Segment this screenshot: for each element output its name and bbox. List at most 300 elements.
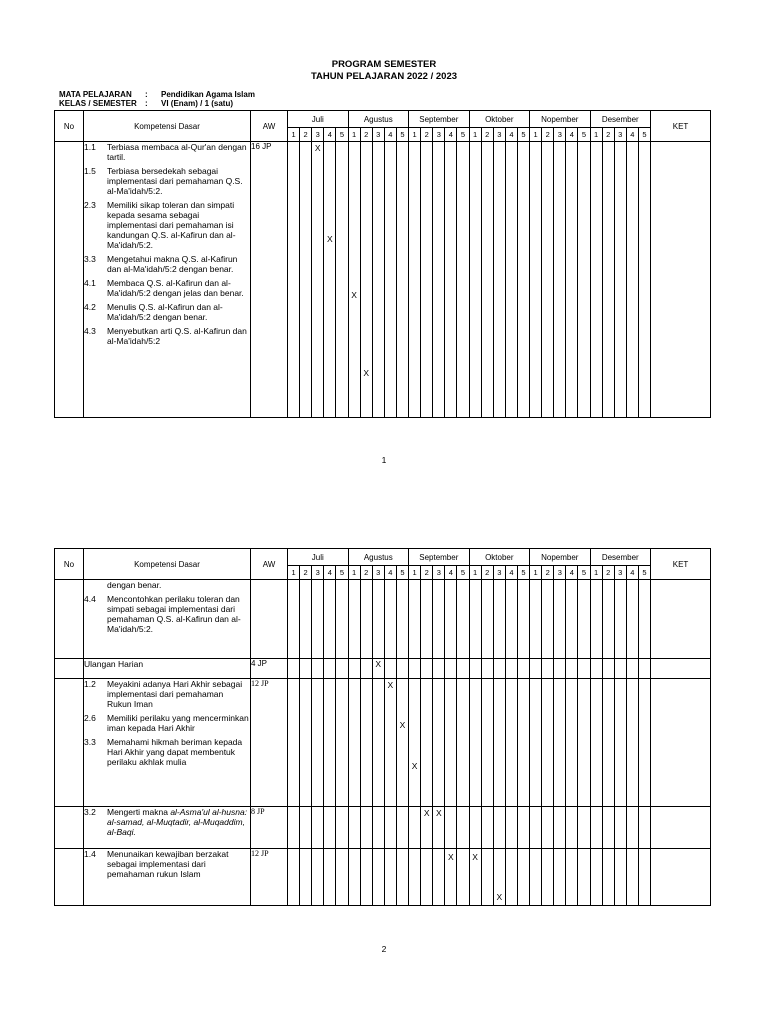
meta-class-colon: : [145,99,148,108]
page-subtitle: TAHUN PELAJARAN 2022 / 2023 [310,71,458,82]
kd-item [84,807,250,837]
week-cell [493,807,505,849]
week-cell [336,807,348,849]
week-cell [445,580,457,659]
header-week-cell: 2 [360,128,372,142]
week-cell [457,849,469,906]
schedule-mark: X [472,852,478,862]
week-cell [614,659,626,679]
week-cell [542,142,554,418]
header-week-cell: 2 [421,128,433,142]
header-week-cell: 4 [626,128,638,142]
header-week-cell: 4 [505,128,517,142]
header-week-cell: 5 [638,566,650,580]
week-cell [372,679,384,807]
header-week-cell: 1 [469,566,481,580]
header-week-cell: 1 [409,128,421,142]
week-cell [590,679,602,807]
week-cell [566,679,578,807]
week-cell [445,659,457,679]
header-month-nopember: Nopember [530,111,590,128]
week-cell [638,580,650,659]
week-cell [530,659,542,679]
cell-aw: 4 JP [251,659,288,679]
week-cell [638,142,650,418]
week-cell [602,807,614,849]
meta-subject-value: Pendidikan Agama Islam [161,90,255,99]
week-cell [566,142,578,418]
week-cell [590,849,602,906]
header-week-cell: 4 [566,128,578,142]
week-cell [360,807,372,849]
header-aw: AW [251,549,288,580]
header-week-cell: 2 [300,128,312,142]
kd-item [84,326,250,346]
week-cell [469,580,481,659]
week-cell [433,659,445,679]
kd-item-code: 1.5 [84,166,96,176]
week-cell [493,659,505,679]
week-cell [457,659,469,679]
kd-item-text-main: Memiliki perilaku yang mencerminkan iman kepada Hari Akhir [107,713,249,733]
week-cell [300,679,312,807]
kd-item-code: 4.3 [84,326,96,336]
week-cell [433,580,445,659]
header-week-cell: 2 [481,566,493,580]
cell-no [55,849,84,906]
week-cell [300,807,312,849]
kd-item-text-main: Menunaikan kewajiban berzakat sebagai implementasi dari pemahaman rukun Islam [107,849,229,879]
week-cell [566,580,578,659]
week-cell [348,849,360,906]
cell-no [55,580,84,659]
cell-kompetensi-dasar [84,580,251,659]
schedule-mark: X [387,680,394,690]
week-cell [481,807,493,849]
week-cell [288,142,300,418]
week-cell [530,679,542,807]
schedule-mark: X [448,852,454,862]
header-week-cell: 5 [336,128,348,142]
week-cell [481,849,493,906]
header-week-cell: 1 [590,128,602,142]
kd-item-text [107,679,250,709]
week-cell [421,580,433,659]
kd-item-text-main: Membaca Q.S. al-Kafirun dan al-Ma'idah/5:2 dengan jelas dan benar. [107,278,244,298]
week-cell [384,679,396,807]
kd-item-text-main: Mengerti makna [107,807,171,817]
week-cell [469,659,481,679]
header-aw: AW [251,111,288,142]
week-cell [360,580,372,659]
week-cell [372,849,384,906]
header-month-september: September [409,549,470,566]
kd-item-text [107,594,250,634]
week-cell [312,580,324,659]
header-week-cell: 5 [638,128,650,142]
week-cell [396,142,408,418]
header-week-cell: 3 [554,566,566,580]
week-cell [578,679,590,807]
week-cell [396,807,408,849]
week-cell [554,849,566,906]
header-month-nopember: Nopember [530,549,590,566]
week-cell [614,849,626,906]
kd-item-code: 3.3 [84,254,96,264]
week-cell [372,807,384,849]
week-cell [493,580,505,659]
cell-aw: 12 JP [251,679,288,807]
week-cell [517,849,529,906]
header-month-juli: Juli [288,111,349,128]
kd-item-code: 4.4 [84,594,96,604]
kd-item [84,200,250,250]
week-cell [578,142,590,418]
week-cell [457,807,469,849]
header-week-cell: 2 [360,566,372,580]
week-cell [517,580,529,659]
schedule-mark: X [351,290,357,300]
schedule-mark: X [326,234,333,244]
week-cell [566,849,578,906]
week-cell [590,807,602,849]
semester-table-page2 [54,548,711,906]
week-cell [421,659,433,679]
header-month-juli: Juli [288,549,349,566]
week-cell [372,142,384,418]
kd-item [84,302,250,322]
table-row [55,679,711,807]
kd-item-code: 4.2 [84,302,96,312]
header-week-cell: 3 [493,128,505,142]
week-cell [602,659,614,679]
week-cell [614,142,626,418]
kd-item-text [107,849,250,879]
week-cell [433,849,445,906]
week-cell [312,659,324,679]
header-week-cell: 3 [312,566,324,580]
cell-ket [651,807,711,849]
week-cell [542,659,554,679]
header-week-cell: 5 [457,566,469,580]
week-cell [384,849,396,906]
week-cell [300,580,312,659]
week-cell [469,807,481,849]
header-week-cell: 2 [481,128,493,142]
header-week-cell: 2 [542,566,554,580]
week-cell [445,849,457,906]
week-cell [300,849,312,906]
cell-kompetensi-dasar [84,659,251,679]
week-cell [505,659,517,679]
week-cell [481,142,493,418]
meta-subject [59,90,255,99]
week-cell [626,679,638,807]
week-cell [384,580,396,659]
kd-item-text [107,278,250,298]
week-cell [517,679,529,807]
header-week-cell: 5 [396,566,408,580]
week-cell [578,807,590,849]
header-month-agustus: Agustus [348,549,409,566]
week-cell [602,142,614,418]
kd-item-text-main: Mengetahui makna Q.S. al-Kafirun dan al-Ma'idah/5:2 dengan benar. [107,254,238,274]
week-cell [360,849,372,906]
header-week-cell: 3 [614,566,626,580]
week-cell [554,807,566,849]
week-cell [409,580,421,659]
week-cell [445,807,457,849]
cell-no [55,679,84,807]
week-cell [336,849,348,906]
week-cell [542,807,554,849]
kd-item-text-main: Meyakini adanya Hari Akhir sebagai implementasi dari pemahaman Rukun Iman [107,679,243,709]
header-week-cell: 2 [300,566,312,580]
week-cell [517,142,529,418]
week-cell [409,659,421,679]
header-week-cell: 1 [348,566,360,580]
cell-ket [651,142,711,418]
kd-item [84,679,250,709]
week-cell [409,679,421,807]
meta-subject-label: MATA PELAJARAN [59,90,132,99]
week-cell [493,142,505,418]
kd-item [84,713,250,733]
kd-item [84,278,250,298]
header-week-cell: 1 [530,128,542,142]
kd-item-code: 1.1 [84,142,96,152]
kd-continuation-text: dengan benar. [107,580,162,590]
header-row-months [55,549,711,566]
week-cell [433,142,445,418]
kd-item [84,594,250,634]
header-week-cell: 3 [433,128,445,142]
header-week-cell: 3 [614,128,626,142]
header-week-cell: 1 [469,128,481,142]
week-cell [602,679,614,807]
week-cell [324,142,336,418]
header-week-cell: 2 [602,128,614,142]
week-cell [517,807,529,849]
week-cell [578,580,590,659]
week-cell [312,807,324,849]
semester-table-page1 [54,110,711,418]
week-cell [602,849,614,906]
header-month-desember: Desember [590,111,650,128]
week-cell [336,142,348,418]
week-cell [300,659,312,679]
week-cell [324,580,336,659]
header-week-cell: 4 [445,128,457,142]
week-cell [409,807,421,849]
week-cell [372,659,384,679]
kd-item-text-italic: al-Asma'ul al-husna: al-samad, al-Muqtadir, al-Muqaddim, al-Baqi. [107,807,248,837]
page-number-1: 1 [381,455,387,465]
week-cell [505,849,517,906]
week-cell [578,849,590,906]
week-cell [554,679,566,807]
header-week-cell: 4 [566,566,578,580]
week-cell [505,679,517,807]
header-week-cell: 1 [288,566,300,580]
week-cell [614,679,626,807]
week-cell [530,142,542,418]
week-cell [626,849,638,906]
week-cell [590,142,602,418]
kd-item-text-main: Menyebutkan arti Q.S. al-Kafirun dan al-Ma'idah/5:2 [107,326,247,346]
header-month-oktober: Oktober [469,549,529,566]
table-row [55,659,711,679]
header-week-cell: 1 [590,566,602,580]
header-week-cell: 1 [530,566,542,580]
kd-item [84,737,250,767]
schedule-mark: X [423,808,430,818]
week-cell [312,679,324,807]
week-cell [409,142,421,418]
schedule-mark: X [399,720,406,730]
page-title: PROGRAM SEMESTER [331,59,437,70]
schedule-mark: X [363,368,369,378]
week-cell [469,679,481,807]
kd-item-text [107,326,250,346]
header-week-cell: 5 [457,128,469,142]
cell-ket [651,659,711,679]
week-cell [288,580,300,659]
week-cell [638,659,650,679]
week-cell [372,580,384,659]
cell-aw [251,580,288,659]
week-cell [638,849,650,906]
cell-kompetensi-dasar [84,142,251,418]
week-cell [312,142,324,418]
kd-item-code: 2.6 [84,713,96,723]
kd-item-text [107,737,250,767]
header-week-cell: 4 [384,128,396,142]
header-week-cell: 4 [505,566,517,580]
week-cell [626,807,638,849]
week-cell [566,659,578,679]
header-week-cell: 3 [372,128,384,142]
week-cell [336,679,348,807]
header-week-cell: 3 [433,566,445,580]
header-week-cell: 3 [372,566,384,580]
header-week-cell: 1 [409,566,421,580]
week-cell [457,679,469,807]
week-cell [481,580,493,659]
week-cell [469,849,481,906]
kd-item-text [107,302,250,322]
kd-item-text-main: Terbiasa bersedekah sebagai implementasi dari pemahaman Q.S. al-Ma'idah/5:2. [107,166,243,196]
meta-subject-colon: : [145,90,148,99]
week-cell [445,142,457,418]
header-week-cell: 5 [396,128,408,142]
week-cell [396,580,408,659]
week-cell [554,142,566,418]
header-month-agustus: Agustus [348,111,409,128]
week-cell [384,659,396,679]
week-cell [542,580,554,659]
week-cell [348,679,360,807]
kd-item-code: 1.2 [84,679,96,689]
table-row [55,580,711,659]
week-cell [505,580,517,659]
week-cell [433,807,445,849]
week-cell [626,142,638,418]
header-week-cell: 5 [578,566,590,580]
header-week-cell: 5 [517,128,529,142]
cell-no [55,659,84,679]
week-cell [566,807,578,849]
header-week-cell: 3 [493,566,505,580]
meta-class-label: KELAS / SEMESTER [59,99,137,108]
header-month-oktober: Oktober [469,111,529,128]
kd-item-text [107,166,250,196]
header-week-cell: 4 [445,566,457,580]
kd-item [84,254,250,274]
week-cell [409,849,421,906]
week-cell [288,659,300,679]
week-cell [481,679,493,807]
header-kompetensi-dasar: Kompetensi Dasar [84,549,251,580]
header-week-cell: 1 [348,128,360,142]
week-cell [348,142,360,418]
week-cell [626,580,638,659]
week-cell [396,679,408,807]
header-week-cell: 2 [542,128,554,142]
week-cell [445,679,457,807]
week-cell [396,849,408,906]
header-month-september: September [409,111,470,128]
cell-aw: 16 JP [251,142,288,418]
week-cell [288,807,300,849]
kd-item-text [107,254,250,274]
kd-item [84,849,250,879]
header-no: No [55,111,84,142]
week-cell [530,580,542,659]
week-cell [360,679,372,807]
cell-ket [651,679,711,807]
week-cell [336,659,348,679]
header-row-months [55,111,711,128]
header-week-cell: 4 [324,566,336,580]
kd-item-text-main: Mencontohkan perilaku toleran dan simpati sebagai implementasi dari pemahaman Q.S. al-Kafirun dan al-Ma'idah/5:2. [107,594,241,634]
week-cell [336,580,348,659]
week-cell [348,807,360,849]
cell-kompetensi-dasar [84,807,251,849]
schedule-mark: X [314,143,321,153]
week-cell [493,679,505,807]
kd-item [84,142,250,162]
kd-item-code: 4.1 [84,278,96,288]
table-row [55,807,711,849]
week-cell [469,142,481,418]
week-cell [457,580,469,659]
header-week-cell: 4 [626,566,638,580]
kd-item-text-main: Memiliki sikap toleran dan simpati kepada sesama sebagai implementasi dari pemahaman isi kandungan Q.S. al-Kafirun dan al-Ma'idah/5:2. [107,200,236,250]
week-cell [590,659,602,679]
week-cell [384,142,396,418]
week-cell [348,580,360,659]
kd-item-code: 3.2 [84,807,96,817]
kd-item-text-main: Terbiasa membaca al-Qur'an dengan tartil. [107,142,247,162]
week-cell [542,849,554,906]
week-cell [421,849,433,906]
header-week-cell: 2 [602,566,614,580]
header-ket: KET [651,549,711,580]
week-cell [324,679,336,807]
week-cell [457,142,469,418]
header-ket: KET [651,111,711,142]
